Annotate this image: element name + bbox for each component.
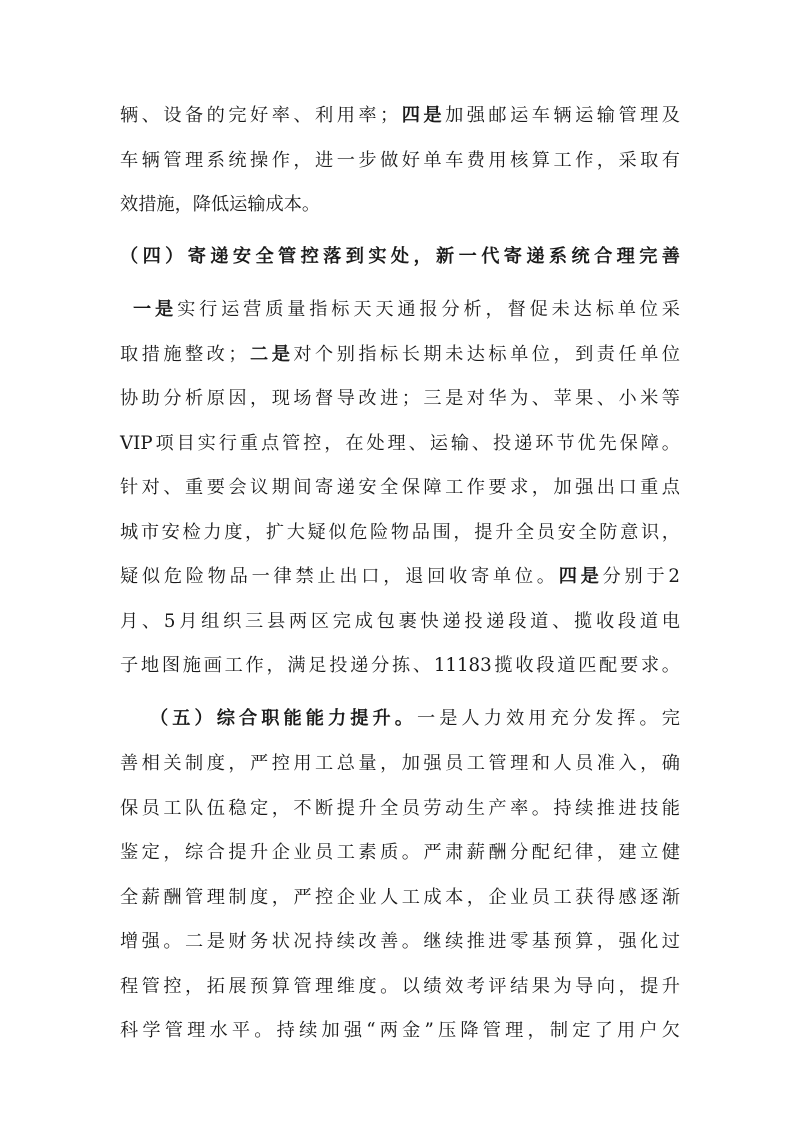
paragraph-line: 月、5月组织三县两区完成包裹快递投递段道、揽收段道电 <box>120 611 680 632</box>
paragraph-line: 城市安检力度，扩大疑似危险物品围，提升全员安全防意识， <box>120 522 680 543</box>
bold-keyword: 一是 <box>133 299 178 320</box>
paragraph-line: 增强。二是财务状况持续改善。继续推进零基预算，强化过 <box>120 931 680 952</box>
text-run: 对个别指标长期未达标单位，到责任单位 <box>293 344 680 365</box>
paragraph-line: 程管控，拓展预算管理维度。以绩效考评结果为导向，提升 <box>120 976 680 997</box>
section-heading-4: （四）寄递安全管控落到实处，新一代寄递系统合理完善 <box>120 246 680 267</box>
paragraph-line: 鉴定，综合提升企业员工素质。严肃薪酬分配纪律，建立健 <box>120 842 680 863</box>
paragraph-line: VIP项目实行重点管控，在处理、运输、投递环节优先保障。 <box>120 433 680 454</box>
paragraph-line: 协助分析原因，现场督导改进；三是对华为、苹果、小米等 <box>120 388 680 409</box>
text-run: 一是人力效用充分发挥。完 <box>417 708 680 729</box>
paragraph-line: 效措施，降低运输成本。 <box>120 194 321 215</box>
paragraph-line: 全薪酬管理制度，严控企业人工成本，企业员工获得感逐渐 <box>120 887 680 908</box>
paragraph-line <box>150 705 680 733</box>
paragraph-line: 善相关制度，严控用工总量，加强员工管理和人员准入，确 <box>120 753 680 774</box>
text-run: 实行运营质量指标天天通报分析，督促未达标单位采 <box>177 299 680 320</box>
text-run: 疑似危险物品一律禁止出口，退回收寄单位。 <box>120 566 559 587</box>
text-run: 辆、设备的完好率、利用率； <box>120 105 399 126</box>
paragraph-line <box>133 296 680 324</box>
paragraph-line: 科学管理水平。持续加强“两金”压降管理，制定了用户欠 <box>120 1020 680 1041</box>
paragraph-line <box>120 341 680 369</box>
paragraph-line: 保员工队伍稳定，不断提升全员劳动生产率。持续推进技能 <box>120 798 680 819</box>
bold-keyword: 二是 <box>246 344 294 365</box>
bold-keyword: 四是 <box>398 105 446 126</box>
paragraph-line: 针对、重要会议期间寄递安全保障工作要求，加强出口重点 <box>120 477 680 498</box>
paragraph-line <box>120 563 680 591</box>
text-run: 加强邮运车辆运输管理及 <box>445 105 680 126</box>
bold-keyword: 四是 <box>558 566 603 587</box>
paragraph-line: 车辆管理系统操作，进一步做好单车费用核算工作，采取有 <box>120 150 680 171</box>
paragraph-line <box>120 102 680 130</box>
text-run: 取措施整改； <box>120 344 247 365</box>
text-run: 分别于2 <box>602 566 680 587</box>
paragraph-line: 子地图施画工作，满足投递分拣、11183揽收段道匹配要求。 <box>120 655 680 676</box>
section-heading-5: （五）综合职能能力提升。 <box>150 708 418 729</box>
